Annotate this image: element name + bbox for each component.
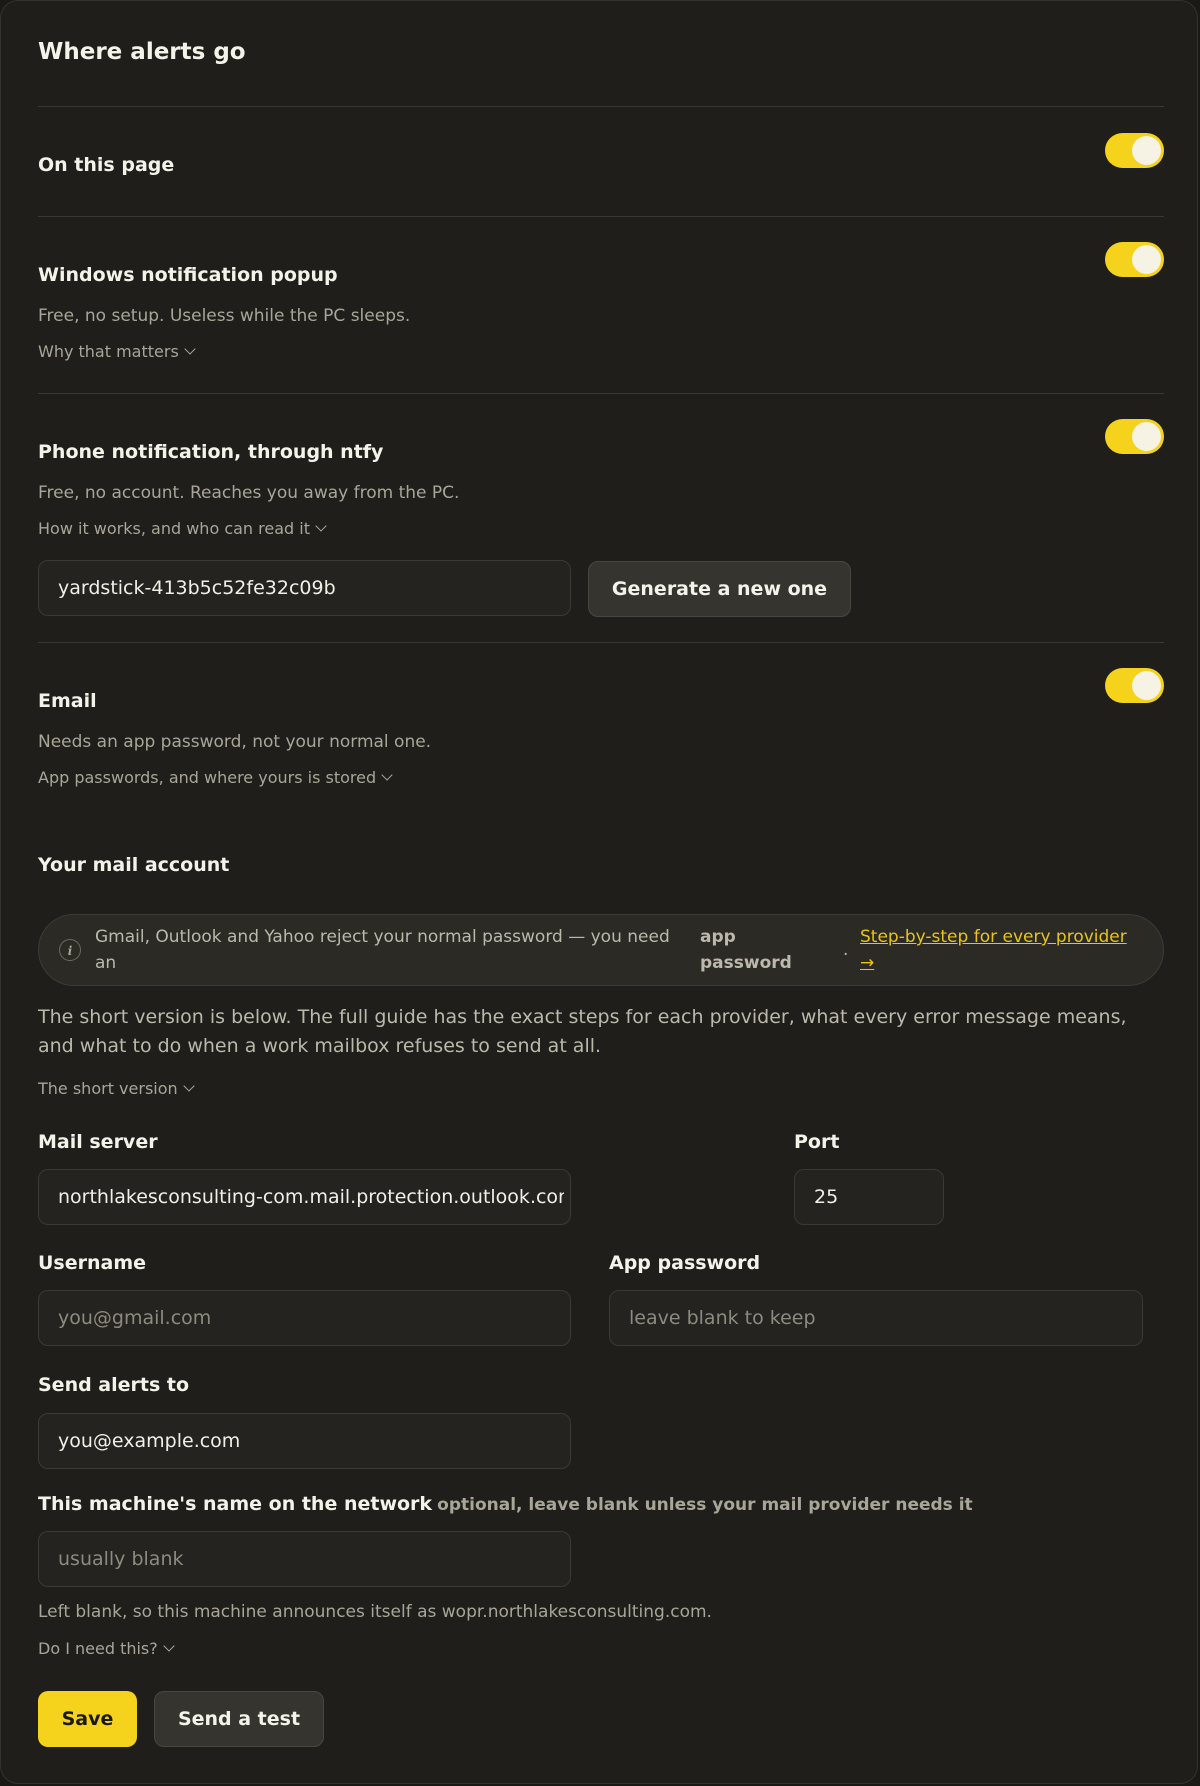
channel-page-toggle[interactable] [1105, 133, 1164, 168]
generate-topic-button[interactable]: Generate a new one [588, 561, 851, 617]
divider [38, 106, 1164, 107]
channel-windows-title: Windows notification popup [38, 264, 338, 286]
divider [38, 216, 1164, 217]
machine-name-label: This machine's name on the network [38, 1493, 433, 1515]
callout-text-line2: an [95, 953, 117, 973]
toggle-knob [1132, 136, 1161, 165]
guide-summary-text: The short version is below. The full guide has the exact steps for each provider, what every error message means, and what to do when a work mailbox refuses to send at all. [38, 1006, 1127, 1057]
chevron-down-icon [315, 520, 326, 531]
send-to-input[interactable] [38, 1413, 571, 1469]
send-to-label: Send alerts to [38, 1374, 190, 1396]
chevron-down-icon [183, 1080, 194, 1091]
disclosure-label: The short version [38, 1079, 178, 1098]
short-version-disclosure[interactable] [38, 1079, 193, 1098]
channel-email-toggle[interactable] [1105, 668, 1164, 703]
port-input[interactable] [794, 1169, 944, 1225]
disclosure-label: Why that matters [38, 342, 179, 361]
channel-email-description: Needs an app password, not your normal one. [38, 732, 432, 752]
machine-name-disclosure[interactable] [38, 1639, 173, 1658]
channel-phone-disclosure[interactable] [38, 519, 325, 538]
channel-windows-toggle[interactable] [1105, 242, 1164, 277]
port-label: Port [794, 1131, 840, 1153]
disclosure-label: Do I need this? [38, 1639, 158, 1658]
channel-windows-description: Free, no setup. Useless while the PC sleeps. [38, 306, 411, 326]
machine-name-label-row [38, 1493, 973, 1515]
app-password-input[interactable] [609, 1290, 1143, 1346]
channel-phone-title: Phone notification, through ntfy [38, 441, 384, 463]
callout-text-line1: Gmail, Outlook and Yahoo reject your normal password — you need [95, 927, 670, 947]
channel-email-title: Email [38, 690, 97, 712]
divider [38, 393, 1164, 394]
toggle-knob [1132, 245, 1161, 274]
chevron-down-icon [381, 769, 392, 780]
mail-server-input[interactable] [38, 1169, 571, 1225]
send-test-button[interactable]: Send a test [154, 1691, 324, 1747]
username-label: Username [38, 1252, 147, 1274]
app-password-callout [38, 914, 1164, 986]
toggle-knob [1132, 671, 1161, 700]
machine-name-hint: optional, leave blank unless your mail provider needs it [437, 1495, 973, 1515]
provider-guide-link-arrow[interactable]: → [860, 953, 875, 973]
machine-name-input[interactable] [38, 1531, 571, 1587]
channel-email-disclosure[interactable] [38, 768, 391, 787]
username-input[interactable] [38, 1290, 571, 1346]
channel-phone-description: Free, no account. Reaches you away from the PC. [38, 483, 460, 503]
chevron-down-icon [184, 343, 195, 354]
callout-bold-line1: app [700, 927, 736, 947]
toggle-knob [1132, 422, 1161, 451]
channel-page-title: On this page [38, 154, 175, 176]
disclosure-label: App passwords, and where yours is stored [38, 768, 377, 787]
channel-windows-disclosure[interactable] [38, 342, 194, 361]
disclosure-label: How it works, and who can read it [38, 519, 310, 538]
page-title: Where alerts go [38, 39, 246, 65]
channel-phone-toggle[interactable] [1105, 419, 1164, 454]
provider-guide-link[interactable]: Step-by-step for every provider [860, 927, 1127, 947]
chevron-down-icon [163, 1640, 174, 1651]
save-button[interactable]: Save [38, 1691, 137, 1747]
machine-name-note: Left blank, so this machine announces itself as wopr.northlakesconsulting.com. [38, 1602, 712, 1622]
mail-account-heading: Your mail account [38, 854, 230, 876]
divider [38, 642, 1164, 643]
info-icon: i [59, 939, 81, 961]
mail-server-label: Mail server [38, 1131, 158, 1153]
callout-bold-line2: password [700, 953, 792, 973]
callout-dot: . [843, 940, 849, 960]
ntfy-topic-input[interactable] [38, 560, 571, 616]
app-password-label: App password [609, 1252, 761, 1274]
